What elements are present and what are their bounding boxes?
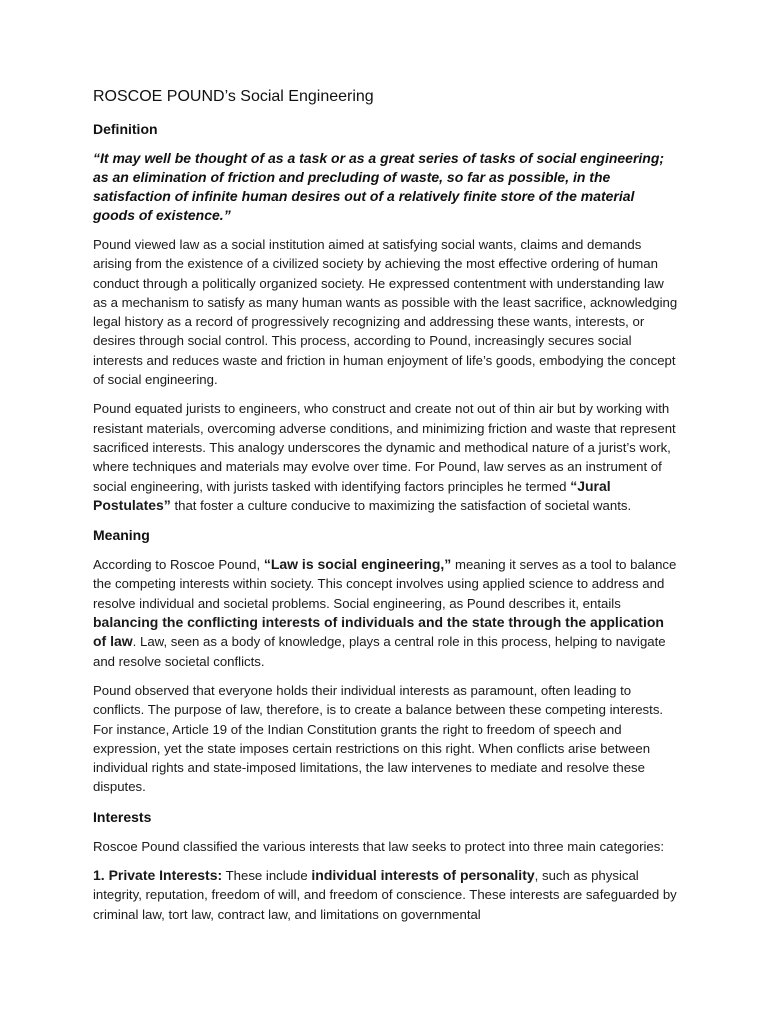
jural-postulates-emphasis: “Jural Postulates”: [93, 477, 611, 513]
personality-interests-emphasis: individual interests of personality: [311, 867, 535, 884]
meaning-paragraph-1: [93, 555, 678, 671]
law-is-social-engineering-emphasis: “Law is social engineering,”: [263, 556, 452, 573]
balancing-interests-emphasis: balancing the conflicting interests of individuals and the state through the application of law: [93, 614, 664, 650]
definition-quote: “It may well be thought of as a task or as a great series of tasks of social engineering; as an elimination of friction and precluding of waste, so far as possible, in the satisfaction of infinite human desires out of a relatively finite store of the material goods of existence.”: [93, 150, 665, 223]
private-interests-item: [93, 866, 678, 924]
heading-interests: Interests: [93, 808, 152, 825]
definition-paragraph-2: [93, 399, 678, 515]
heading-definition: Definition: [93, 121, 158, 137]
text-run: that foster a culture conducive to maximizing the satisfaction of societal wants.: [170, 497, 632, 513]
definition-paragraph-1: Pound viewed law as a social institution aimed at satisfying social wants, claims and demands arising from the existence of a civilized society by achieving the most effective ordering of human conduct through a politically organized society. He expressed contentment with understanding law as a mechanism to satisfy as many human wants as possible with the least sacrifice, acknowledging legal history as a record of progressively recognizing and addressing these wants, interests, or desires through social control. This process, according to Pound, increasingly secures social interests and reduces waste and friction in human enjoyment of life’s goods, embodying the concept of social engineering.: [93, 237, 678, 388]
text-run: Pound equated jurists to engineers, who construct and create not out of thin air but by working with resistant materials, overcoming adverse conditions, and minimizing friction and waste that represent sacrificed interests. This analogy underscores the dynamic and methodical nature of a jurist’s work, where techniques and materials may evolve over time. For Pound, law serves as an instrument of social engineering, with jurists tasked with identifying factors principles he termed: [93, 401, 676, 494]
text-run: . Law, seen as a body of knowledge, plays a central role in this process, helping to navigate and resolve societal conflicts.: [93, 634, 666, 669]
private-interests-label: 1. Private Interests:: [93, 867, 223, 884]
interests-paragraph-1: Roscoe Pound classified the various interests that law seeks to protect into three main categories:: [93, 838, 665, 854]
meaning-paragraph-2: Pound observed that everyone holds their individual interests as paramount, often leading to conflicts. The purpose of law, therefore, is to create a balance between these competing interests. For instance, Article 19 of the Indian Constitution grants the right to freedom of speech and expression, yet the state imposes certain restrictions on this right. When conflicts arise between individual rights and state-imposed limitations, the law intervenes to mediate and resolve these disputes.: [93, 682, 664, 795]
text-run: According to Roscoe Pound,: [93, 557, 264, 573]
page-title: ROSCOE POUND’s Social Engineering: [93, 88, 374, 105]
text-run: meaning it serves as a tool to balance the competing interests within society. This concept involves using applied science to address and resolve individual and societal problems. Social engineering, as Pound describes it, entails: [93, 557, 677, 611]
text-run: , such as physical integrity, reputation, freedom of will, and freedom of conscience. These interests are safeguarded by criminal law, tort law, contract law, and limitations on governmental: [93, 868, 677, 922]
document-page: [93, 86, 678, 934]
heading-meaning: Meaning: [93, 527, 150, 544]
text-run: These include: [222, 868, 312, 884]
